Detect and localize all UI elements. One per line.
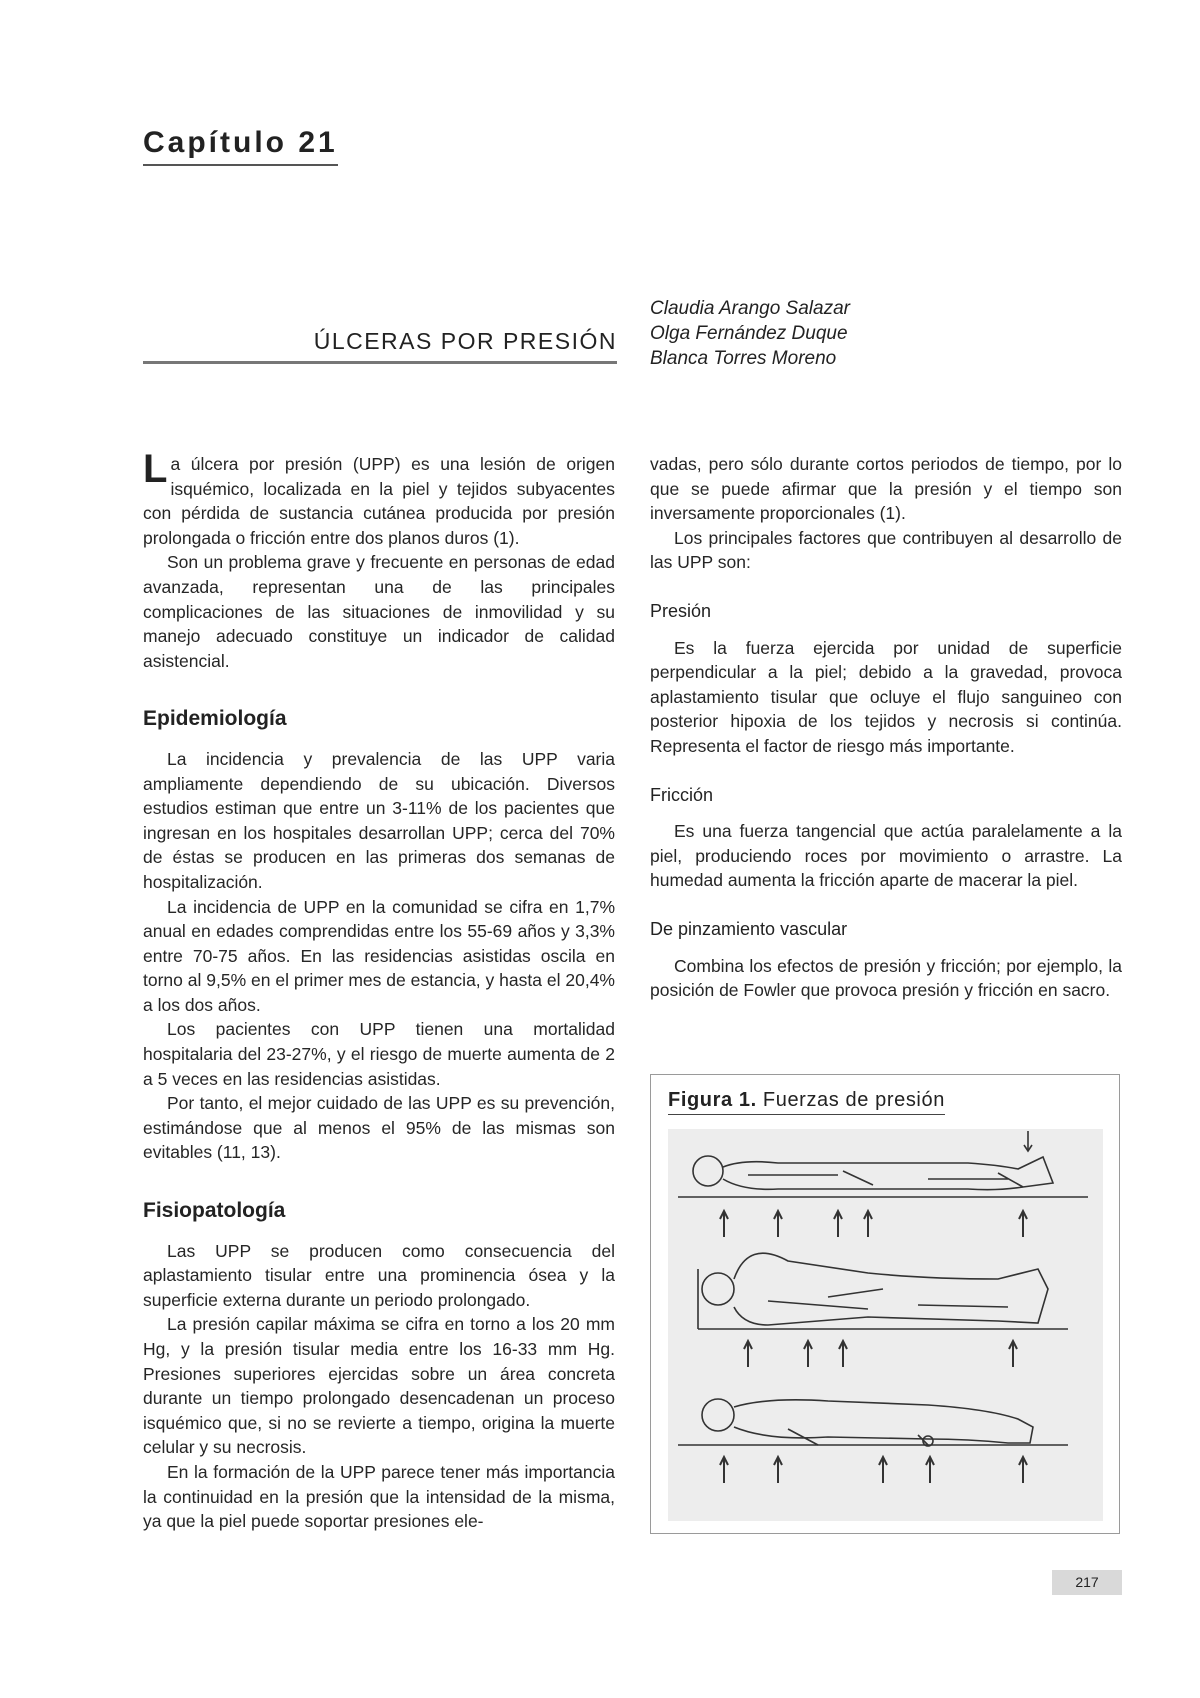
chapter-heading: Capítulo 21 bbox=[143, 126, 338, 166]
paragraph: Los principales factores que contribuyen al desarrollo de las UPP son: bbox=[650, 527, 1122, 573]
right-column bbox=[650, 452, 1122, 1003]
author-name: Claudia Arango Salazar bbox=[650, 298, 850, 319]
chapter-title: ÚLCERAS POR PRESIÓN bbox=[313, 328, 617, 354]
title-block bbox=[143, 328, 617, 364]
intro-paragraph: La úlcera por presión (UPP) es una lesión de origen isquémico, localizada en la piel y tejidos subyacentes con pérdida de sustancia cutánea producida por presión prolongada o fricción entre dos planos duros (1). bbox=[143, 447, 615, 548]
figure-caption: Figura 1. Fuerzas de presión bbox=[668, 1089, 945, 1115]
figure-illustration bbox=[668, 1129, 1103, 1521]
fowler-figure bbox=[698, 1253, 1068, 1329]
paragraph: La presión capilar máxima se cifra en torno a los 20 mm Hg, y la presión tisular media entre los 16-33 mm Hg. Presiones superiores ejercidas sobre un área concreta durante un tiempo prolongado desencadenan un proceso isquémico que, si no se revierte a tiempo, origina la muerte celular y su necrosis. bbox=[143, 1314, 615, 1458]
subheading-friccion: Fricción bbox=[650, 784, 714, 805]
lateral-figure bbox=[678, 1399, 1068, 1446]
paragraph: vadas, pero sólo durante cortos periodos de tiempo, por lo que se puede afirmar que la presión y el tiempo son inversamente proporcionales (1). bbox=[650, 454, 1122, 524]
section-heading-fisiopatologia: Fisiopatología bbox=[143, 1199, 286, 1223]
author-name: Olga Fernández Duque bbox=[650, 323, 848, 344]
paragraph: La incidencia de UPP en la comunidad se cifra en 1,7% anual en edades comprendidas entre los 55-69 años y 3,3% entre 70-75 años. En las residencias asistidas oscila en torno al 9,5% en el primer mes de estancia, y hasta el 20,4% a los dos años. bbox=[143, 896, 615, 1015]
section-heading-epidemiologia: Epidemiología bbox=[143, 707, 287, 731]
arrow-group bbox=[744, 1341, 1017, 1367]
left-column bbox=[143, 447, 615, 1534]
paragraph: Combina los efectos de presión y fricción; por ejemplo, la posición de Fowler que provoca presión y fricción en sacro. bbox=[650, 955, 1122, 1001]
page-number: 217 bbox=[1052, 1570, 1122, 1595]
supine-figure bbox=[678, 1131, 1088, 1197]
author-name: Blanca Torres Moreno bbox=[650, 348, 837, 369]
arrow-group bbox=[720, 1211, 1027, 1237]
subheading-pinzamiento: De pinzamiento vascular bbox=[650, 918, 848, 939]
drop-cap: L bbox=[143, 447, 168, 491]
paragraph: La incidencia y prevalencia de las UPP varia ampliamente dependiendo de su ubicación. Diversos estudios estiman que entre un 3-11% de los pacientes que ingresan en los hospitales desarrollan UPP; cerca del 70% de éstas se producen en las primeras dos semanas de hospitalización. bbox=[143, 748, 615, 892]
paragraph: Son un problema grave y frecuente en personas de edad avanzada, representan una de las principales complicaciones de las situaciones de inmovilidad y su manejo adecuado constituye un indicador de calidad asistencial. bbox=[143, 552, 615, 671]
paragraph: Las UPP se producen como consecuencia del aplastamiento tisular entre una prominencia ósea y la superficie externa durante un periodo prolongado. bbox=[143, 1240, 615, 1310]
paragraph: Los pacientes con UPP tienen una mortalidad hospitalaria del 23-27%, y el riesgo de muerte aumenta de 2 a 5 veces en las residencias asistidas. bbox=[143, 1019, 615, 1089]
paragraph: Es una fuerza tangencial que actúa paralelamente a la piel, produciendo roces por movimiento o arrastre. La humedad aumenta la fricción aparte de macerar la piel. bbox=[650, 821, 1122, 891]
paragraph: En la formación de la UPP parece tener más importancia la continuidad en la presión que la intensidad de la misma, ya que la piel puede soportar presiones ele- bbox=[143, 1461, 615, 1532]
figure-box bbox=[650, 1074, 1120, 1534]
arrow-group bbox=[720, 1457, 1027, 1483]
paragraph: Por tanto, el mejor cuidado de las UPP es su prevención, estimándose que al menos el 95% de las mismas son evitables (11, 13). bbox=[143, 1093, 615, 1163]
pressure-diagram bbox=[668, 1129, 1103, 1521]
author-list bbox=[650, 296, 850, 371]
paragraph: Es la fuerza ejercida por unidad de superficie perpendicular a la piel; debido a la gravedad, provoca aplastamiento tisular que ocluye el flujo sanguineo con posterior hipoxia de los tejidos y necrosis si continúa. Representa el factor de riesgo más importante. bbox=[650, 637, 1122, 756]
subheading-presion: Presión bbox=[650, 600, 712, 621]
